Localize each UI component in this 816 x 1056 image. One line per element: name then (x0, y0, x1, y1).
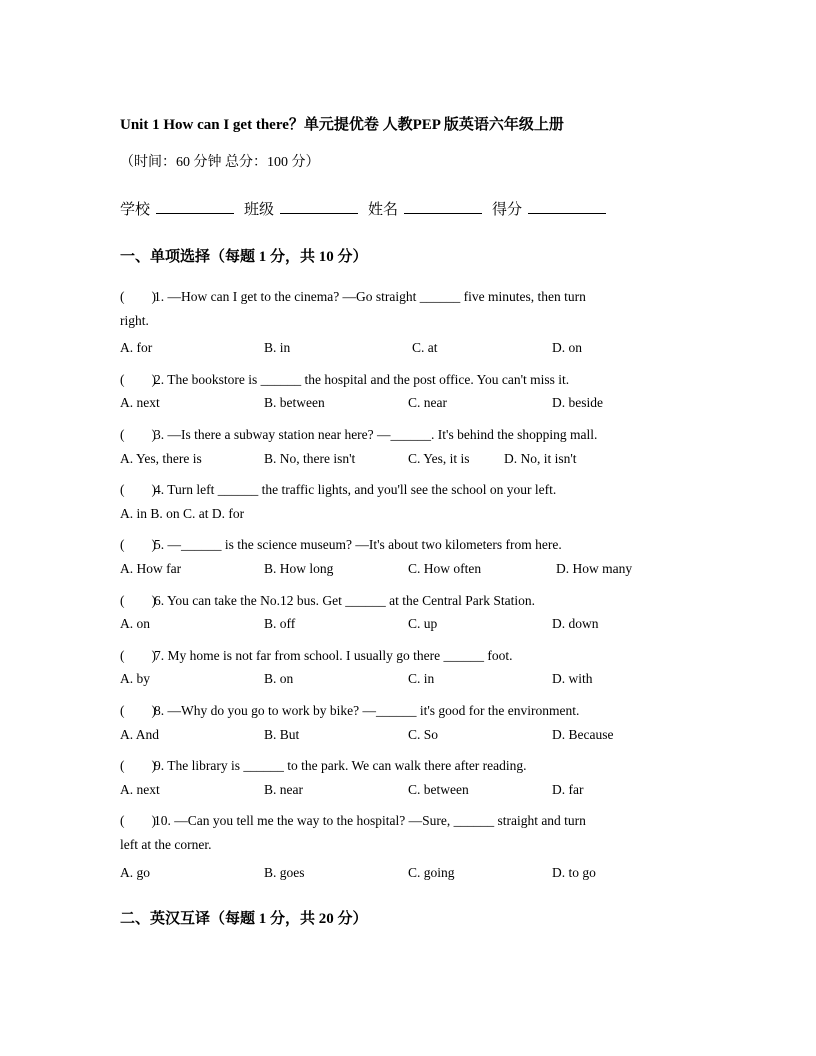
option-c: C. in (408, 671, 435, 686)
option-a: A. next (120, 395, 160, 410)
option-d: D. No, it isn't (504, 451, 577, 466)
question-3 (120, 423, 597, 443)
option-b: B. How long (264, 561, 334, 576)
answer-paren[interactable]: ( ) (120, 537, 156, 552)
option-d: D. Because (552, 727, 614, 742)
option-a: A. And (120, 727, 160, 742)
option-b: B. between (264, 395, 325, 410)
question-text: 9. The library is ______ to the park. We can walk there after reading. (154, 758, 527, 773)
option-c: C. at (412, 340, 438, 355)
option-d: D. on (552, 340, 582, 355)
question-5 (120, 533, 562, 553)
page-title: Unit 1 How can I get there？单元提优卷 人教PEP 版英语六年级上册 (120, 117, 564, 133)
exam-meta: （时间：60 分钟 总分：100 分） (120, 155, 320, 170)
answer-paren[interactable]: ( ) (120, 372, 156, 387)
option-a: A. next (120, 782, 160, 797)
answer-paren[interactable]: ( ) (120, 703, 156, 718)
option-d: D. to go (552, 865, 596, 880)
question-2 (120, 368, 569, 388)
question-text: 2. The bookstore is ______ the hospital and the post office. You can't miss it. (154, 372, 570, 387)
school-blank[interactable] (156, 199, 234, 214)
option-b: B. But (264, 727, 300, 742)
option-b: B. No, there isn't (264, 451, 356, 466)
question-4 (120, 478, 556, 498)
section1-heading: 一、单项选择（每题 1 分，共 10 分） (120, 249, 368, 265)
option-c: C. going (408, 865, 455, 880)
question-text: 10. —Can you tell me the way to the hospital? —Sure, ______ straight and turn (154, 813, 586, 828)
option-c: C. near (408, 395, 447, 410)
question-text: 3. —Is there a subway station near here? —______. It's behind the shopping mall. (154, 427, 598, 442)
answer-paren[interactable]: ( ) (120, 593, 156, 608)
option-a: A. How far (120, 561, 182, 576)
answer-paren[interactable]: ( ) (120, 648, 156, 663)
option-d: D. with (552, 671, 593, 686)
option-b: B. goes (264, 865, 305, 880)
name-blank[interactable] (404, 199, 482, 214)
option-b: B. in (264, 340, 291, 355)
option-a: A. for (120, 340, 153, 355)
option-c: C. So (408, 727, 439, 742)
name-label: 姓名 (368, 202, 399, 218)
option-a: A. Yes, there is (120, 451, 202, 466)
question-text: 5. —______ is the science museum? —It's about two kilometers from here. (154, 537, 562, 552)
option-c: C. Yes, it is (408, 451, 470, 466)
question-text: 6. You can take the No.12 bus. Get ______ at the Central Park Station. (154, 593, 535, 608)
option-d: D. How many (556, 561, 633, 576)
answer-paren[interactable]: ( ) (120, 813, 156, 828)
option-b: B. near (264, 782, 303, 797)
question-10 (120, 809, 586, 829)
question-8 (120, 699, 579, 719)
question-text: 1. —How can I get to the cinema? —Go straight ______ five minutes, then turn (154, 289, 586, 304)
answer-paren[interactable]: ( ) (120, 427, 156, 442)
answer-paren[interactable]: ( ) (120, 289, 156, 304)
answer-paren[interactable]: ( ) (120, 758, 156, 773)
school-label: 学校 (120, 202, 151, 218)
question-6 (120, 589, 535, 609)
option-a: A. by (120, 671, 150, 686)
option-c: C. up (408, 616, 438, 631)
section2-heading: 二、英汉互译（每题 1 分，共 20 分） (120, 911, 368, 927)
option-c: C. How often (408, 561, 482, 576)
class-label: 班级 (244, 202, 275, 218)
option-b: B. on (264, 671, 294, 686)
class-blank[interactable] (280, 199, 358, 214)
question-1-continued: right. (120, 313, 149, 328)
question-7 (120, 644, 512, 664)
question-10-continued: left at the corner. (120, 837, 212, 852)
question-text: 8. —Why do you go to work by bike? —______ it's good for the environment. (154, 703, 580, 718)
question-text: 7. My home is not far from school. I usually go there ______ foot. (154, 648, 513, 663)
student-info-row (120, 198, 610, 219)
score-blank[interactable] (528, 199, 606, 214)
question-4-options: A. in B. on C. at D. for (120, 506, 245, 521)
score-label: 得分 (492, 202, 523, 218)
answer-paren[interactable]: ( ) (120, 482, 156, 497)
option-d: D. down (552, 616, 599, 631)
option-d: D. far (552, 782, 584, 797)
option-d: D. beside (552, 395, 603, 410)
option-a: A. on (120, 616, 150, 631)
option-a: A. go (120, 865, 150, 880)
question-text: 4. Turn left ______ the traffic lights, and you'll see the school on your left. (154, 482, 557, 497)
question-1 (120, 285, 586, 305)
option-c: C. between (408, 782, 469, 797)
question-9 (120, 754, 527, 774)
option-b: B. off (264, 616, 296, 631)
